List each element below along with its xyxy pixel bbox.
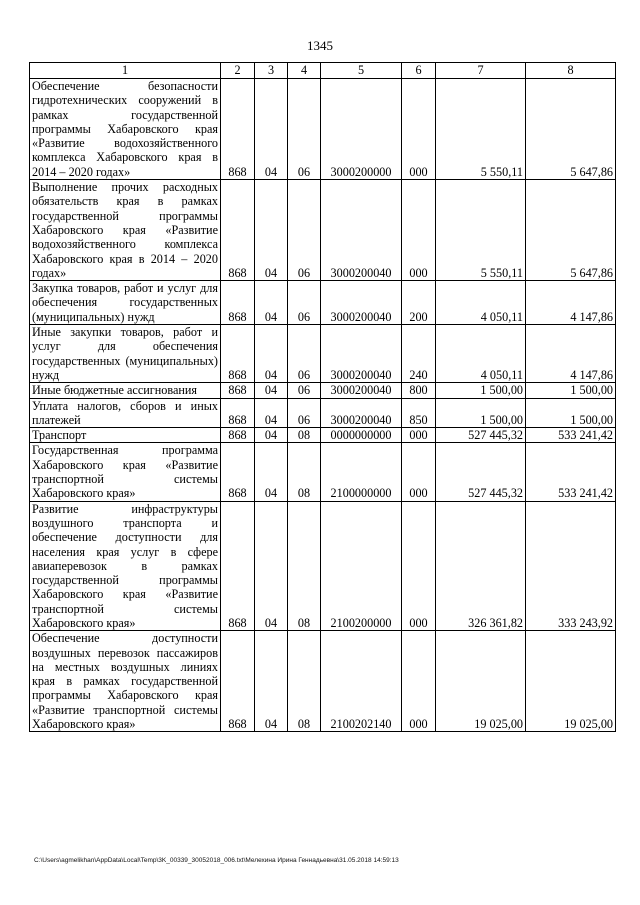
table-row bbox=[30, 501, 616, 631]
subsection-cell: 06 bbox=[288, 281, 321, 325]
section-cell: 04 bbox=[255, 398, 288, 428]
expense-type-cell: 000 bbox=[402, 631, 436, 732]
row-name-cell: Иные бюджетные ассигнования bbox=[30, 383, 221, 398]
amount-col7-cell: 527 445,32 bbox=[436, 443, 526, 501]
amount-col8-cell: 5 647,86 bbox=[526, 180, 616, 281]
section-cell: 04 bbox=[255, 180, 288, 281]
table-row bbox=[30, 428, 616, 443]
ministry-code-cell: 868 bbox=[221, 398, 255, 428]
column-header: 8 bbox=[526, 63, 616, 79]
subsection-cell: 06 bbox=[288, 180, 321, 281]
subsection-cell: 08 bbox=[288, 631, 321, 732]
section-cell: 04 bbox=[255, 281, 288, 325]
expense-type-cell: 000 bbox=[402, 180, 436, 281]
target-article-cell: 3000200040 bbox=[321, 281, 402, 325]
section-cell: 04 bbox=[255, 79, 288, 180]
target-article-cell: 2100200000 bbox=[321, 501, 402, 631]
amount-col7-cell: 527 445,32 bbox=[436, 428, 526, 443]
row-name-cell: Развитие инфраструктуры воздушного транспорта и обеспечение доступности для населения края услуг в сфере авиаперевозок в рамках государственной программы Хабаровского края «Развитие транспортной системы Хабаровского края» bbox=[30, 501, 221, 631]
target-article-cell: 2100202140 bbox=[321, 631, 402, 732]
column-header: 4 bbox=[288, 63, 321, 79]
subsection-cell: 08 bbox=[288, 443, 321, 501]
section-cell: 04 bbox=[255, 501, 288, 631]
row-name-cell: Государственная программа Хабаровского края «Развитие транспортной системы Хабаровского края» bbox=[30, 443, 221, 501]
table-row bbox=[30, 79, 616, 180]
expense-type-cell: 000 bbox=[402, 428, 436, 443]
amount-col8-cell: 4 147,86 bbox=[526, 325, 616, 383]
expense-type-cell: 000 bbox=[402, 501, 436, 631]
ministry-code-cell: 868 bbox=[221, 281, 255, 325]
subsection-cell: 06 bbox=[288, 383, 321, 398]
row-name-cell: Обеспечение доступности воздушных перевозок пассажиров на местных воздушных линиях края в рамках государственной программы Хабаровского края «Развитие транспортной системы Хабаровского края» bbox=[30, 631, 221, 732]
ministry-code-cell: 868 bbox=[221, 383, 255, 398]
target-article-cell: 3000200000 bbox=[321, 79, 402, 180]
ministry-code-cell: 868 bbox=[221, 325, 255, 383]
ministry-code-cell: 868 bbox=[221, 180, 255, 281]
row-name-cell: Транспорт bbox=[30, 428, 221, 443]
target-article-cell: 3000200040 bbox=[321, 398, 402, 428]
target-article-cell: 3000200040 bbox=[321, 383, 402, 398]
amount-col8-cell: 1 500,00 bbox=[526, 398, 616, 428]
table-row bbox=[30, 180, 616, 281]
expense-type-cell: 000 bbox=[402, 79, 436, 180]
row-name-cell: Уплата налогов, сборов и иных платежей bbox=[30, 398, 221, 428]
ministry-code-cell: 868 bbox=[221, 501, 255, 631]
section-cell: 04 bbox=[255, 428, 288, 443]
row-name-cell: Обеспечение безопасности гидротехнических сооружений в рамках государственной программы Хабаровского края «Развитие водохозяйственного комплекса Хабаровского края в 2014 – 2020 годах» bbox=[30, 79, 221, 180]
target-article-cell: 3000200040 bbox=[321, 180, 402, 281]
ministry-code-cell: 868 bbox=[221, 428, 255, 443]
target-article-cell: 0000000000 bbox=[321, 428, 402, 443]
amount-col7-cell: 19 025,00 bbox=[436, 631, 526, 732]
amount-col7-cell: 326 361,82 bbox=[436, 501, 526, 631]
amount-col7-cell: 4 050,11 bbox=[436, 281, 526, 325]
amount-col7-cell: 5 550,11 bbox=[436, 180, 526, 281]
section-cell: 04 bbox=[255, 631, 288, 732]
amount-col8-cell: 533 241,42 bbox=[526, 443, 616, 501]
column-header: 5 bbox=[321, 63, 402, 79]
section-cell: 04 bbox=[255, 325, 288, 383]
subsection-cell: 06 bbox=[288, 325, 321, 383]
ministry-code-cell: 868 bbox=[221, 631, 255, 732]
amount-col8-cell: 4 147,86 bbox=[526, 281, 616, 325]
ministry-code-cell: 868 bbox=[221, 79, 255, 180]
table-row bbox=[30, 443, 616, 501]
amount-col7-cell: 5 550,11 bbox=[436, 79, 526, 180]
page-number: 1345 bbox=[307, 38, 333, 53]
table-row bbox=[30, 325, 616, 383]
subsection-cell: 06 bbox=[288, 398, 321, 428]
budget-table bbox=[29, 62, 616, 732]
amount-col8-cell: 1 500,00 bbox=[526, 383, 616, 398]
target-article-cell: 3000200040 bbox=[321, 325, 402, 383]
expense-type-cell: 850 bbox=[402, 398, 436, 428]
expense-type-cell: 800 bbox=[402, 383, 436, 398]
row-name-cell: Закупка товаров, работ и услуг для обеспечения государственных (муниципальных) нужд bbox=[30, 281, 221, 325]
expense-type-cell: 200 bbox=[402, 281, 436, 325]
section-cell: 04 bbox=[255, 383, 288, 398]
subsection-cell: 06 bbox=[288, 79, 321, 180]
row-name-cell: Иные закупки товаров, работ и услуг для обеспечения государственных (муниципальных) нужд bbox=[30, 325, 221, 383]
column-header: 6 bbox=[402, 63, 436, 79]
section-cell: 04 bbox=[255, 443, 288, 501]
table-header-row bbox=[30, 63, 616, 79]
table-row bbox=[30, 398, 616, 428]
subsection-cell: 08 bbox=[288, 501, 321, 631]
column-header: 2 bbox=[221, 63, 255, 79]
amount-col8-cell: 333 243,92 bbox=[526, 501, 616, 631]
file-path-footer: C:\Users\agmelikhan\AppData\Local\Temp\3K_00339_30052018_006.txt\Мелехина Ирина Геннадьевна\31.05.2018 14:59:13 bbox=[34, 857, 399, 864]
expense-type-cell: 000 bbox=[402, 443, 436, 501]
amount-col7-cell: 1 500,00 bbox=[436, 398, 526, 428]
column-header: 1 bbox=[30, 63, 221, 79]
amount-col7-cell: 1 500,00 bbox=[436, 383, 526, 398]
table-row bbox=[30, 631, 616, 732]
column-header: 3 bbox=[255, 63, 288, 79]
expense-type-cell: 240 bbox=[402, 325, 436, 383]
amount-col7-cell: 4 050,11 bbox=[436, 325, 526, 383]
table-row bbox=[30, 281, 616, 325]
amount-col8-cell: 19 025,00 bbox=[526, 631, 616, 732]
target-article-cell: 2100000000 bbox=[321, 443, 402, 501]
amount-col8-cell: 533 241,42 bbox=[526, 428, 616, 443]
ministry-code-cell: 868 bbox=[221, 443, 255, 501]
row-name-cell: Выполнение прочих расходных обязательств края в рамках государственной программы Хабаровского края «Развитие водохозяйственного комплекса Хабаровского края в 2014 – 2020 годах» bbox=[30, 180, 221, 281]
table-row bbox=[30, 383, 616, 398]
amount-col8-cell: 5 647,86 bbox=[526, 79, 616, 180]
subsection-cell: 08 bbox=[288, 428, 321, 443]
column-header: 7 bbox=[436, 63, 526, 79]
